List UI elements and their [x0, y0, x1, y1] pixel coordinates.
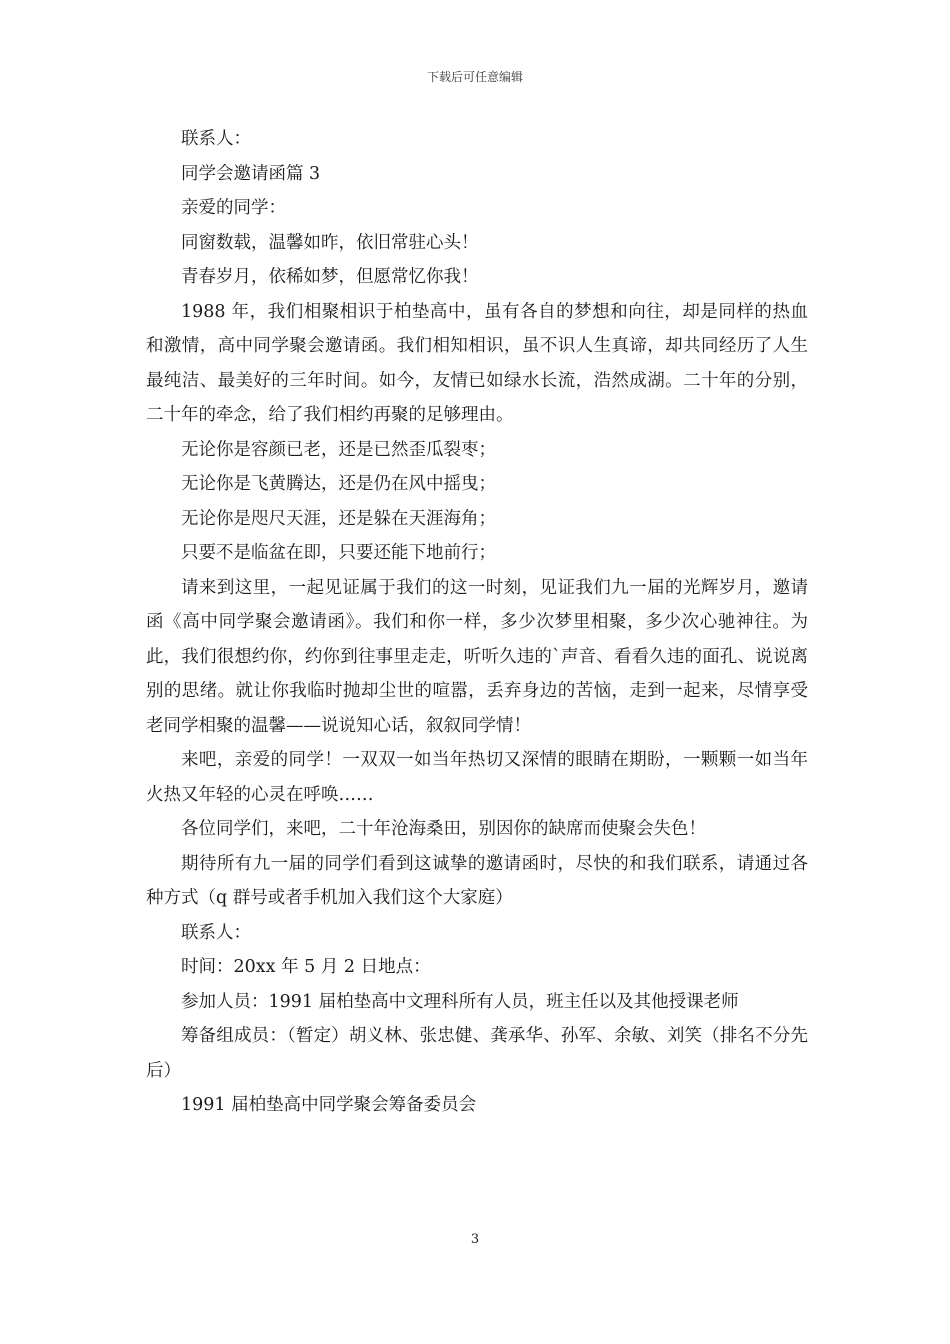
- committee-members: 筹备组成员：（暂定）胡义林、张忠健、龚承华、孙军、余敏、刘笑（排名不分先后）: [146, 1026, 808, 1081]
- page-number: 3: [470, 1232, 480, 1247]
- paragraph: 各位同学们，来吧，二十年沧海桑田，别因你的缺席而使聚会失色！: [181, 819, 706, 839]
- participants: 参加人员：1991 届柏垫高中文理科所有人员，班主任以及其他授课老师: [181, 991, 739, 1012]
- document-body: [146, 122, 808, 1123]
- salutation: 亲爱的同学：: [181, 198, 286, 218]
- paragraph: 来吧，亲爱的同学！一双双一如当年热切又深情的眼睛在期盼，一颗颗一如当年火热又年轻的心灵在呼唤……: [146, 750, 808, 805]
- paragraph: 请来到这里，一起见证属于我们的这一时刻，见证我们九一届的光辉岁月，邀请函《高中同学聚会邀请函》。我们和你一样，多少次梦里相聚，多少次心驰神往。为此，我们很想约你，约你到往事里走走，听听久违的`声音、看看久违的面孔、说说离别的思绪。就让你我临时抛却尘世的喧嚣，丢弃身边的苦恼，走到一起来，尽情享受老同学相聚的温馨——说说知心话，叙叙同学情！: [146, 577, 808, 736]
- paragraph: 同窗数载，温馨如昨，依旧常驻心头！: [181, 232, 479, 253]
- paragraph: 无论你是容颜已老，还是已然歪瓜裂枣；: [181, 439, 496, 460]
- paragraph: 只要不是临盆在即，只要还能下地前行；: [181, 543, 496, 563]
- paragraph: 1988 年，我们相聚相识于柏垫高中，虽有各自的梦想和向往，却是同样的热血和激情，高中同学聚会邀请函。我们相知相识，虽不识人生真谛，却共同经历了人生最纯洁、最美好的三年时间。如今，友情已如绿水长流，浩然成湖。二十年的分别，二十年的牵念，给了我们相约再聚的足够理由。: [146, 301, 808, 425]
- contact-label: 联系人：: [181, 922, 251, 943]
- paragraph: 无论你是咫尺天涯，还是躲在天涯海角；: [181, 508, 496, 529]
- section-title: 同学会邀请函篇 3: [181, 163, 321, 184]
- signature: 1991 届柏垫高中同学聚会筹备委员会: [181, 1095, 477, 1115]
- page-header-note: 下载后可任意编辑: [426, 70, 523, 84]
- time-location: 时间：20xx 年 5 月 2 日地点：: [181, 957, 431, 977]
- paragraph: 期待所有九一届的同学们看到这诚挚的邀请函时，尽快的和我们联系，请通过各种方式（q 群号或者手机加入我们这个大家庭）: [146, 853, 808, 908]
- paragraph: 无论你是飞黄腾达，还是仍在风中摇曳；: [181, 474, 496, 494]
- contact-label: 联系人：: [181, 129, 251, 149]
- paragraph: 青春岁月，依稀如梦，但愿常忆你我！: [181, 267, 479, 287]
